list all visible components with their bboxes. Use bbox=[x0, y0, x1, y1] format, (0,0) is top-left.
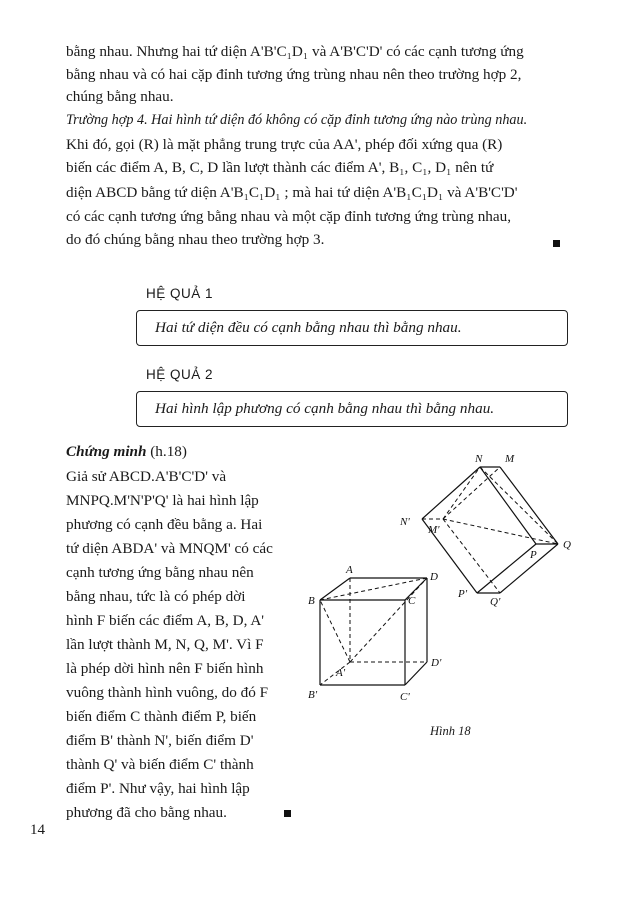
edge-DpCp bbox=[405, 662, 427, 685]
proof-end-mark bbox=[284, 810, 291, 817]
proof-figure-ref: (h.18) bbox=[146, 443, 187, 460]
figure-caption: Hình 18 bbox=[430, 724, 471, 738]
corollary-1-text: Hai tứ diện đều có cạnh bằng nhau thì bằng nhau. bbox=[155, 319, 462, 336]
label-A: A bbox=[346, 564, 353, 576]
proof-title: Chứng minh bbox=[66, 443, 147, 460]
label-M: M bbox=[505, 453, 515, 465]
proof-line-3: phương có cạnh đều bằng a. Hai bbox=[66, 516, 263, 533]
diag-ApD-hidden bbox=[350, 578, 427, 662]
proof-line-8: lần lượt thành M, N, Q, M'. Vì F bbox=[66, 636, 264, 653]
proof-line-15: phương đã cho bằng nhau. bbox=[66, 804, 227, 821]
edge-ApBp-hidden bbox=[320, 662, 350, 685]
diag-MpN-hidden bbox=[443, 467, 480, 519]
proof-line-11: biến điểm C thành điểm P, biến bbox=[66, 708, 257, 725]
label-N: N bbox=[475, 453, 483, 465]
diag-ApB-hidden bbox=[320, 600, 350, 662]
case4-title: Trường hợp 4. Hai hình tứ diện đó không có cặp đỉnh tương ứng nào trùng nhau. bbox=[66, 112, 528, 128]
case4-line-4: có các cạnh tương ứng bằng nhau và một cặp đỉnh tương ứng trùng nhau, bbox=[66, 208, 512, 225]
case4-line-2: biến các điểm A, B, C, D lần lượt thành các điểm A', B₁, C₁, D₁ nên tứ bbox=[66, 159, 494, 176]
proof-line-14: điểm P'. Như vậy, hai hình lập bbox=[66, 780, 250, 797]
edge-QQp bbox=[500, 544, 558, 593]
intro-line-3: chúng bằng nhau. bbox=[66, 88, 174, 105]
proof-line-10: vuông thành hình vuông, do đó F bbox=[66, 684, 269, 701]
label-Bp: B' bbox=[308, 689, 318, 701]
page-number: 14 bbox=[30, 822, 45, 838]
label-Np: N' bbox=[400, 516, 410, 528]
edge-PpP bbox=[477, 544, 536, 593]
corollary-1-box bbox=[136, 310, 568, 346]
corollary-2-heading: HỆ QUẢ 2 bbox=[146, 367, 214, 382]
case4-line-3: diện ABCD bằng tứ diện A'B₁C₁D₁ ; mà hai tứ diện A'B₁C₁D₁ và A'B'C'D' bbox=[66, 184, 518, 201]
proof-line-5: cạnh tương ứng bằng nhau nên bbox=[66, 564, 254, 581]
label-B: B bbox=[308, 595, 315, 607]
end-of-proof-mark bbox=[553, 240, 560, 247]
intro-line-2: bằng nhau và có hai cặp đỉnh tương ứng trùng nhau nên theo trường hợp 2, bbox=[66, 66, 522, 83]
proof-line-6: bằng nhau, tức là có phép dời bbox=[66, 588, 246, 605]
proof-line-2: MNPQ.M'N'P'Q' là hai hình lập bbox=[66, 492, 259, 509]
proof-line-1: Giả sử ABCD.A'B'C'D' và bbox=[66, 468, 227, 485]
figure-18-cubes bbox=[300, 440, 590, 720]
label-Q: Q bbox=[563, 539, 571, 551]
diag-NQ-hidden bbox=[480, 467, 558, 544]
corollary-1-heading: HỆ QUẢ 1 bbox=[146, 286, 214, 301]
proof-title-line bbox=[66, 440, 187, 464]
edge-MpQp-hidden bbox=[443, 519, 500, 593]
intro-line-1: bằng nhau. Nhưng hai tứ diện A'B'C₁D₁ và A'B'C'D' có các cạnh tương ứng bbox=[66, 43, 524, 60]
label-Pp: P' bbox=[458, 588, 468, 600]
proof-line-12: điểm B' thành N', biến điểm D' bbox=[66, 732, 254, 749]
label-Qp: Q' bbox=[490, 596, 501, 608]
label-C: C bbox=[408, 595, 416, 607]
corollary-2-text: Hai hình lập phương có cạnh bằng nhau thì bằng nhau. bbox=[155, 400, 495, 417]
proof-line-4: tứ diện ABDA' và MNQM' có các bbox=[66, 540, 273, 557]
label-D: D bbox=[430, 571, 438, 583]
case4-line-5: do đó chúng bằng nhau theo trường hợp 3. bbox=[66, 231, 325, 248]
proof-line-13: thành Q' và biến điểm C' thành bbox=[66, 756, 254, 773]
corollary-2-box bbox=[136, 391, 568, 427]
diag-MpQ-hidden bbox=[443, 519, 558, 544]
label-Cp: C' bbox=[400, 691, 410, 703]
proof-line-7: hình F biến các điểm A, B, D, A' bbox=[66, 612, 265, 629]
proof-line-9: là phép dời hình nên F biến hình bbox=[66, 660, 264, 677]
label-P: P bbox=[530, 549, 537, 561]
label-Ap: A' bbox=[336, 667, 346, 679]
label-Dp: D' bbox=[431, 657, 442, 669]
label-Mp: M' bbox=[428, 524, 440, 536]
case4-line-1: Khi đó, gọi (R) là mặt phẳng trung trực của AA', phép đối xứng qua (R) bbox=[66, 136, 503, 153]
